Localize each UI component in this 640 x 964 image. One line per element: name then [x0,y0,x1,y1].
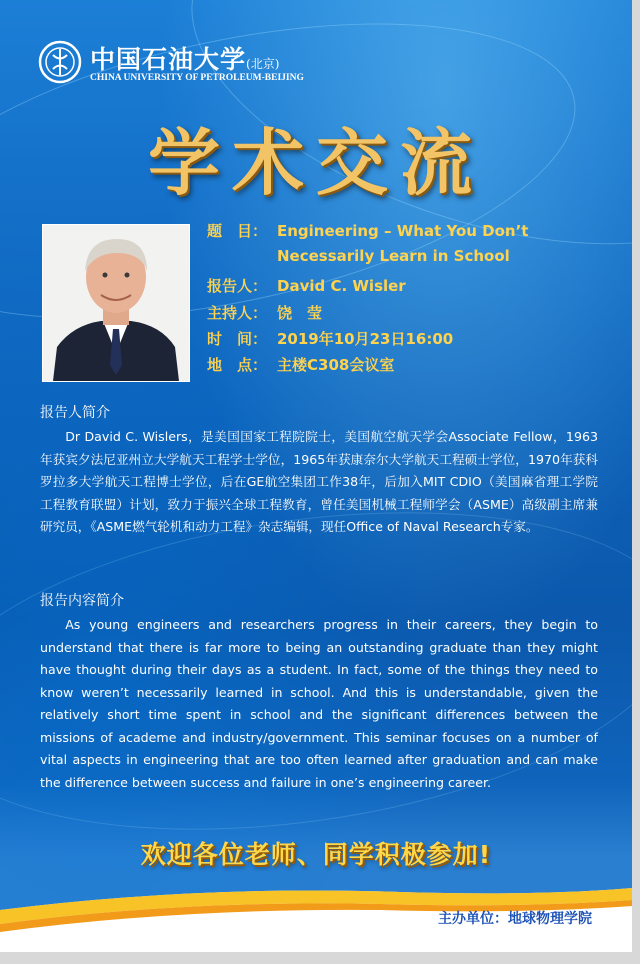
info-value: 主楼C308会议室 [277,356,395,374]
abstract-section-title: 报告内容简介 [40,593,124,609]
info-row-speaker [207,275,406,296]
info-row-topic-cont [207,247,510,265]
school-branch: (北京) [246,57,280,71]
info-label: 地 点： [207,356,268,374]
abstract-paragraph: As young engineers and researchers progress in their careers, they begin to understand that there is far more to being an outstanding graduate than they might have thought during their days as a student. In fact, some of the things they need to know weren’t necessarily learned in school. And this is understandable, given the relatively short time spent in school and the significant differences between the missions of academe and industry/government. This seminar focuses on a number of vital aspects in engineering that are too often learned after graduation and can make the difference between success and failure in one’s engineering career. [40,617,598,790]
page-bottom-margin [0,952,640,964]
info-row-topic [207,220,528,241]
info-row-time [207,328,453,349]
info-row-location [207,354,394,375]
info-label: 时 间： [207,330,268,348]
info-value: 饶 莹 [277,304,323,322]
university-emblem-icon [38,40,82,84]
info-value: Engineering – What You Don’t [277,222,529,240]
info-label: 报告人： [207,277,268,295]
school-name-cn [90,40,279,76]
info-value: 2019年10月23日16:00 [277,330,454,348]
bio-section-title: 报告人简介 [40,405,110,421]
speaker-portrait-icon [43,225,189,381]
school-name-text: 中国石油大学 [90,45,247,74]
info-value: Necessarily Learn in School [277,247,510,265]
info-label: 主持人： [207,304,268,322]
info-row-host [207,302,322,323]
info-value: David C. Wisler [277,277,406,295]
welcome-banner: 欢迎各位老师、同学积极参加! [140,840,492,869]
bio-paragraph: Dr David C. Wislers，是美国国家工程院院士，美国航空航天学会Associate Fellow，1963年获宾夕法尼亚州立大学航天工程学士学位，1965年获康奈尔大学航天工程硕士学位，1970年获科罗拉多大学航天工程博士学位，后在GE航空集团工作38年，后加入MIT CDIO（美国麻省理工学院工程教育联盟）计划，致力于振兴全球工程教育，曾任美国机械工程师学会（ASME）高级副主席兼研究员，《ASME燃气轮机和动力工程》杂志编辑，现任Office of Naval Research专家。 [40,429,598,534]
speaker-photo [42,224,190,382]
poster-title: 学术交流 [147,120,484,205]
school-name-en: CHINA UNIVERSITY OF PETROLEUM-BEIJING [90,73,304,83]
info-label: 题 目： [207,222,268,240]
organizer-label: 主办单位：地球物理学院 [438,911,592,927]
